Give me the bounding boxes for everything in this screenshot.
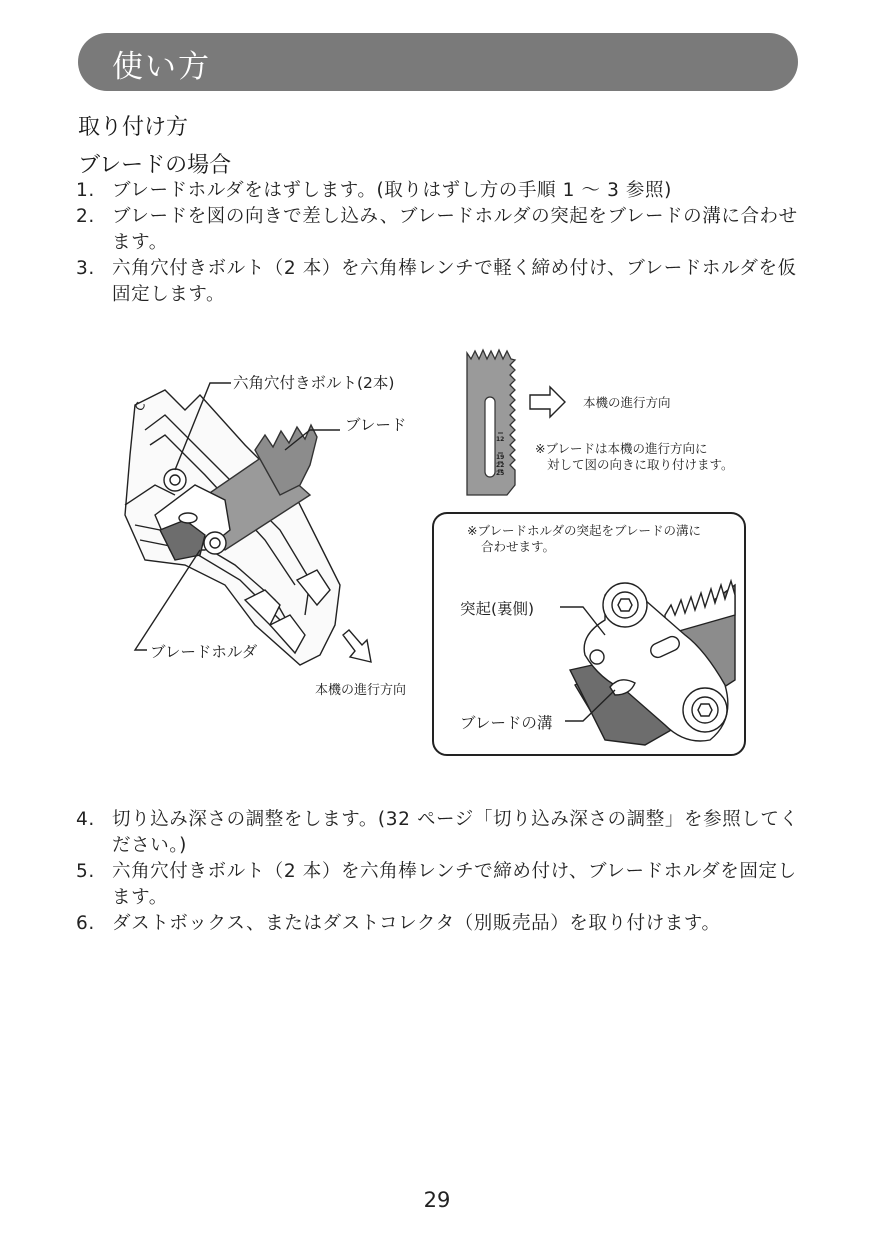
- detail-note-line2: 合わせます。: [481, 539, 556, 554]
- section-title: 取り付け方: [78, 115, 189, 140]
- label-bolt: 六角穴付きボルト(2本): [233, 374, 395, 392]
- step-item: [76, 204, 800, 256]
- label-holder: ブレードホルダ: [150, 643, 258, 661]
- scale-mark-25: 25: [496, 470, 505, 477]
- installation-figure: [105, 335, 765, 765]
- page-number: 29: [423, 1188, 451, 1212]
- label-groove: ブレードの溝: [460, 714, 553, 732]
- blade-diagram: [467, 350, 515, 495]
- scale-mark-12: 12: [496, 436, 505, 443]
- scale-mark-19: 19: [496, 454, 505, 461]
- arrow-direction-main: [343, 630, 371, 662]
- side-mark: C: [132, 400, 149, 413]
- note-direction-line2: 対して図の向きに取り付けます。: [547, 457, 734, 472]
- step-text: ブレードホルダをはずします。(取りはずし方の手順 1 ～ 3 参照): [112, 180, 672, 201]
- step-text: 六角穴付きボルト（2 本）を六角棒レンチで軽く締め付け、ブレードホルダを仮固定します。: [112, 258, 797, 305]
- chapter-banner: [78, 33, 798, 91]
- step-number: 2.: [76, 206, 95, 227]
- step-number: 3.: [76, 258, 95, 279]
- step-text: 切り込み深さの調整をします。(32 ページ「切り込み深さの調整」を参照してください。): [112, 809, 799, 856]
- step-number: 4.: [76, 809, 95, 830]
- note-direction-line1: ※ブレードは本機の進行方向に: [535, 441, 708, 456]
- step-item: [76, 807, 800, 859]
- step-item: [76, 178, 800, 204]
- label-direction-main: 本機の進行方向: [315, 683, 407, 698]
- step-item: [76, 859, 800, 911]
- step-item: [76, 256, 800, 308]
- step-number: 5.: [76, 861, 95, 882]
- arrow-direction-top: [530, 387, 565, 417]
- label-direction-top: 本機の進行方向: [583, 395, 671, 410]
- steps-list-second: [76, 807, 800, 937]
- label-blade: ブレード: [345, 416, 407, 434]
- label-protrusion: 突起(裏側): [460, 600, 535, 618]
- steps-list-first: [76, 178, 800, 308]
- step-number: 6.: [76, 913, 95, 934]
- chapter-title: 使い方: [112, 49, 211, 85]
- step-text: ダストボックス、またはダストコレクタ（別販売品）を取り付けます。: [112, 913, 721, 934]
- step-text: 六角穴付きボルト（2 本）を六角棒レンチで締め付け、ブレードホルダを固定します。: [112, 861, 797, 908]
- step-number: 1.: [76, 180, 95, 201]
- detail-note-line1: ※ブレードホルダの突起をブレードの溝に: [467, 523, 701, 538]
- scale-mark-22: 22: [496, 462, 505, 469]
- step-text: ブレードを図の向きで差し込み、ブレードホルダの突起をブレードの溝に合わせます。: [112, 206, 798, 253]
- section-subtitle: ブレードの場合: [78, 153, 232, 178]
- step-item: [76, 911, 800, 937]
